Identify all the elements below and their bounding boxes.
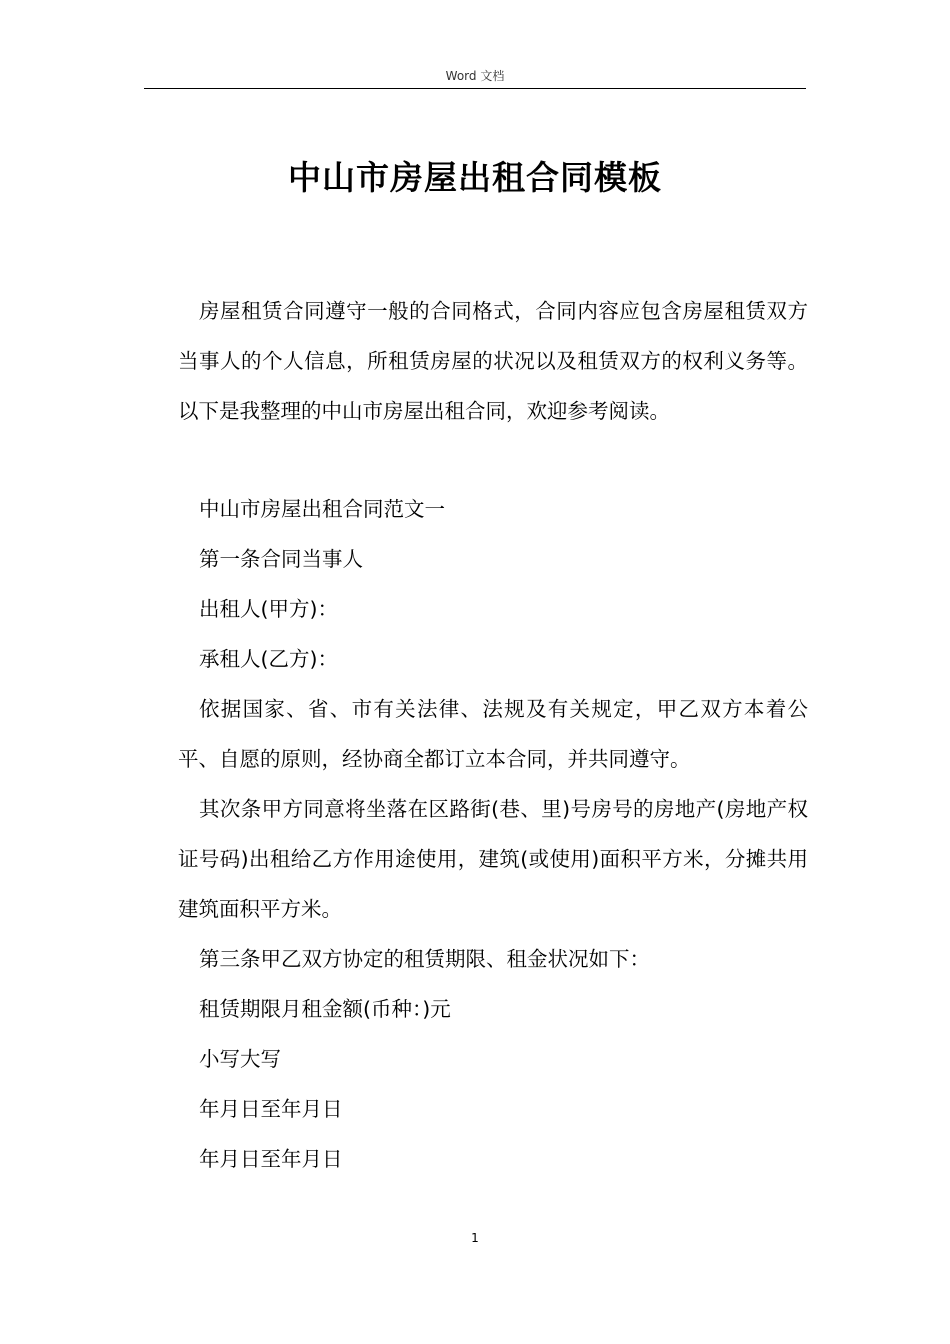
contract-body — [178, 484, 808, 1184]
header-divider — [144, 88, 806, 89]
page-header-label: Word 文档 — [445, 69, 505, 83]
page-number: 1 — [471, 1231, 479, 1245]
amount-format-line: 小写大写 — [199, 1047, 281, 1071]
article-three-heading: 第三条甲乙双方协定的租赁期限、租金状况如下： — [199, 947, 650, 971]
article-one-heading: 第一条合同当事人 — [199, 547, 363, 571]
lessee-line: 承租人(乙方)： — [199, 647, 338, 671]
intro-paragraph: 房屋租赁合同遵守一般的合同格式，合同内容应包含房屋租赁双方当事人的个人信息，所租赁房屋的状况以及租赁双方的权利义务等。以下是我整理的中山市房屋出租合同，欢迎参考阅读。 — [178, 299, 808, 423]
article-two-paragraph: 其次条甲方同意将坐落在区路街(巷、里)号房号的房地产(房地产权证号码)出租给乙方作用途使用，建筑(或使用)面积平方米，分摊共用建筑面积平方米。 — [178, 797, 808, 921]
legal-basis-paragraph: 依据国家、省、市有关法律、法规及有关规定，甲乙双方本着公平、自愿的原则，经协商全都订立本合同，并共同遵守。 — [178, 697, 808, 771]
rent-term-line: 租赁期限月租金额(币种：)元 — [199, 997, 451, 1021]
date-range-line: 年月日至年月日 — [199, 1147, 343, 1171]
intro-section — [178, 286, 808, 436]
section-heading-sample-one: 中山市房屋出租合同范文一 — [199, 497, 445, 521]
document-title: 中山市房屋出租合同模板 — [288, 158, 662, 197]
lessor-line: 出租人(甲方)： — [199, 597, 338, 621]
date-range-line: 年月日至年月日 — [199, 1097, 343, 1121]
